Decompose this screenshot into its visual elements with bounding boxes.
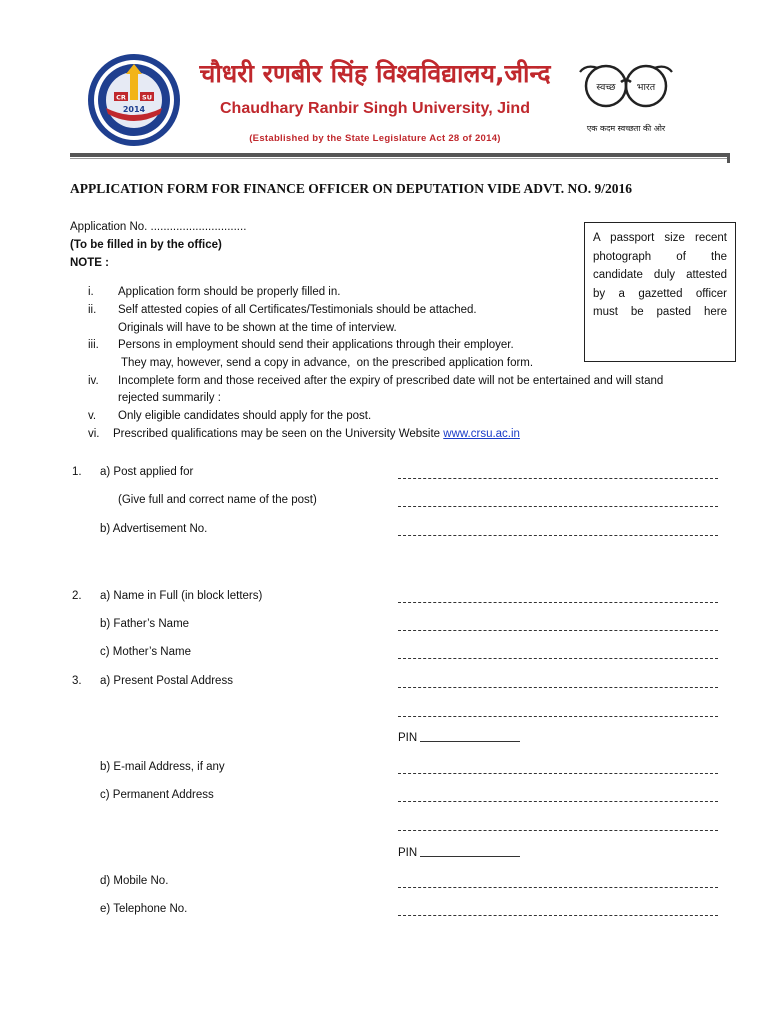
note-number: iv. (88, 375, 99, 387)
university-name-english: Chaudhary Ranbir Singh University, Jind (220, 100, 530, 117)
note-text (113, 428, 520, 440)
photo-line: A passport size recent (593, 232, 727, 244)
note-text: Persons in employment should send their applications through their employer. (118, 339, 514, 351)
university-name-hindi: चौधरी रणबीर सिंह विश्वविद्यालय,जीन्द (199, 59, 551, 88)
establishment-note: (Established by the State Legislature Act 28 of 2014) (249, 133, 501, 144)
advertisement-no-field[interactable] (398, 535, 718, 536)
telephone-field[interactable] (398, 915, 718, 916)
note-text: Originals will have to be shown at the time of interview. (118, 322, 397, 334)
note-text: They may, however, send a copy in advance, on the prescribed application form. (118, 357, 534, 369)
full-name-field[interactable] (398, 602, 718, 603)
logo-letters-right: SU (142, 93, 152, 102)
post-name-hint: (Give full and correct name of the post) (118, 494, 317, 506)
university-logo (86, 52, 182, 148)
permanent-address-label: c) Permanent Address (100, 789, 214, 801)
present-pin (398, 732, 520, 744)
post-applied-label: a) Post applied for (100, 466, 194, 478)
present-address-label: a) Present Postal Address (100, 675, 233, 687)
note-text: Only eligible candidates should apply for the post. (118, 410, 372, 422)
permanent-address-field-2[interactable] (398, 830, 718, 831)
section-1-number: 1. (72, 466, 82, 478)
photo-line: photograph of the (593, 250, 727, 263)
logo-letters-left: CR (116, 93, 126, 102)
pin-label: PIN (398, 732, 418, 744)
note-number: iii. (88, 339, 99, 351)
photo-line: candidate duly attested (593, 269, 727, 281)
father-name-field[interactable] (398, 630, 718, 631)
swachh-tagline: एक कदम स्वच्छता की ओर (586, 124, 666, 133)
note-vi-text: Prescribed qualifications may be seen on the University Website (113, 428, 444, 440)
photo-line: by a gazetted officer (593, 287, 727, 300)
advertisement-no-label: b) Advertisement No. (100, 523, 208, 535)
office-use-note: (To be filled in by the office) (70, 239, 222, 251)
header-divider (70, 153, 730, 157)
post-applied-field[interactable] (398, 478, 718, 479)
note-number: i. (88, 286, 94, 298)
application-number-label: Application No. .............................. (70, 221, 247, 233)
form-title: APPLICATION FORM FOR FINANCE OFFICER ON DEPUTATION VIDE ADVT. NO. 9/2016 (70, 181, 633, 196)
mother-name-label: c) Mother’s Name (100, 646, 191, 658)
mobile-field[interactable] (398, 887, 718, 888)
swachh-bharat-logo (576, 60, 676, 132)
logo-year: 2014 (122, 105, 146, 114)
email-field[interactable] (398, 773, 718, 774)
pin-label: PIN (398, 847, 418, 859)
photo-line: must be pasted here (593, 306, 727, 318)
note-text: Incomplete form and those received after the expiry of prescribed date will not be entertained and will stand (118, 375, 664, 387)
note-number: vi. (88, 428, 100, 440)
present-address-field-1[interactable] (398, 687, 718, 688)
permanent-address-field-1[interactable] (398, 801, 718, 802)
note-heading: NOTE : (70, 257, 109, 269)
post-name-field[interactable] (398, 506, 718, 507)
mobile-label: d) Mobile No. (100, 875, 169, 887)
full-name-label: a) Name in Full (in block letters) (100, 590, 263, 602)
note-text: rejected summarily : (118, 392, 221, 404)
swachh-word-left: स्वच्छ (596, 82, 616, 93)
section-2-number: 2. (72, 590, 82, 602)
passport-photo-box (584, 222, 736, 362)
father-name-label: b) Father’s Name (100, 618, 190, 630)
section-3-number: 3. (72, 675, 82, 687)
swachh-word-right: भारत (636, 82, 656, 93)
note-number: ii. (88, 304, 97, 316)
note-text: Self attested copies of all Certificates/Testimonials should be attached. (118, 304, 477, 316)
photo-instructions (585, 223, 735, 328)
telephone-label: e) Telephone No. (100, 903, 188, 915)
present-pin-field[interactable] (420, 741, 520, 742)
header-divider-thin (70, 158, 730, 159)
permanent-pin-field[interactable] (420, 856, 520, 857)
permanent-pin (398, 847, 520, 859)
header-divider-cap (727, 153, 730, 163)
mother-name-field[interactable] (398, 658, 718, 659)
note-number: v. (88, 410, 97, 422)
note-text: Application form should be properly filled in. (118, 286, 341, 298)
email-label: b) E-mail Address, if any (100, 761, 225, 773)
present-address-field-2[interactable] (398, 716, 718, 717)
university-website-link[interactable]: www.crsu.ac.in (443, 428, 520, 440)
